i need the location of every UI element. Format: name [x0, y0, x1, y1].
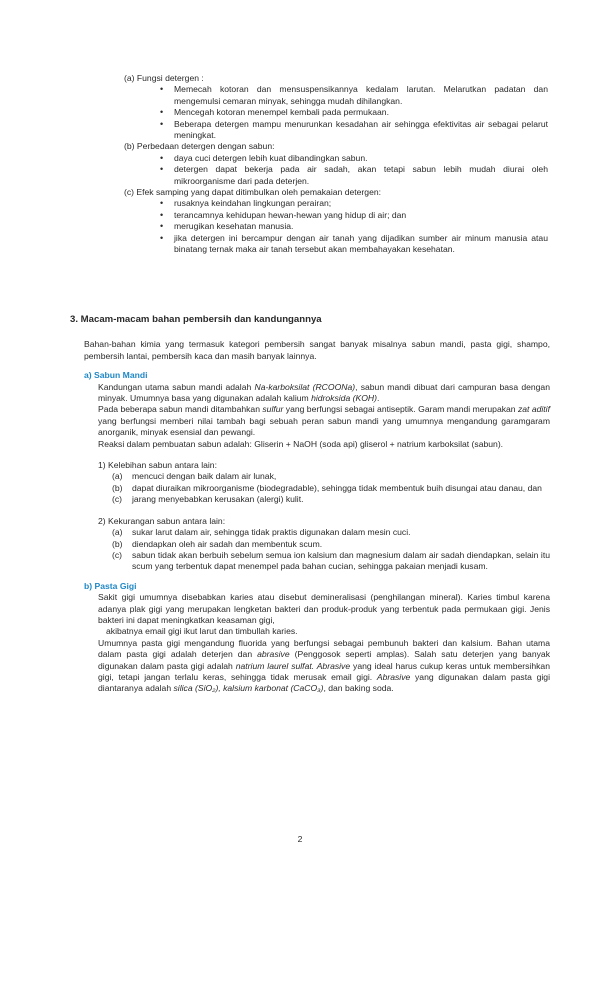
list-item: (b) dapat diuraikan mikroorganisme (biodegradable), sehingga tidak membentuk buih disungai atau danau, dan: [112, 482, 542, 493]
list-item: (a) mencuci dengan baik dalam air lunak,: [112, 471, 277, 482]
page-number: 2: [297, 834, 303, 844]
sabun-paragraph-3: Reaksi dalam pembuatan sabun adalah: Gliserin + NaOH (soda api) gliserol + natrium karboksilat (sabun).: [98, 438, 504, 449]
list-item: • jika detergen ini bercampur dengan air tanah yang dijadikan sumber air minum manusia atau binatang ternak maka air tanah tersebut akan membahayakan kesehatan.: [160, 233, 548, 256]
sabun-paragraph-2: Pada beberapa sabun mandi ditambahkan sulfur yang berfungsi sebagai antiseptik. Garam mandi merupakan zat aditif yang berfungsi memberi nilai tambah bagi sebuah peran sabun mandi yang umumnya mengandung garamgaram anorganik, minyak esensial dan pewangi.: [98, 404, 550, 438]
list-item: • Mencegah kotoran menempel kembali pada permukaan.: [160, 107, 548, 118]
fungsi-detergen-list: [124, 84, 548, 141]
perbedaan-heading: (b) Perbedaan detergen dengan sabun:: [124, 141, 275, 152]
pasta-paragraph-1: Sakit gigi umumnya disebabkan karies atau disebut demineralisasi (penghilangan mineral). Karies timbul karena adanya plak gigi yang merupakan lengketan bakteri dan produk-produk yang terbentuk pada permukaan gigi. Jenis bakteri ini dapat meningkatkan keasaman gigi,: [98, 592, 550, 625]
perbedaan-list: [124, 153, 548, 187]
detergen-section: [124, 73, 548, 256]
fungsi-detergen-heading: (a) Fungsi detergen :: [124, 73, 204, 83]
kelebihan-heading: 1) Kelebihan sabun antara lain:: [98, 460, 217, 471]
list-item: • terancamnya kehidupan hewan-hewan yang hidup di air; dan: [160, 210, 548, 221]
list-item: • detergen dapat bekerja pada air sadah, akan tetapi sabun lebih mudah diurai oleh mikroorganisme dari pada deterjen.: [160, 164, 548, 187]
list-item: (c) jarang menyebabkan kerusakan (alergi) kulit.: [112, 494, 304, 505]
list-item: • rusaknya keindahan lingkungan perairan;: [160, 198, 548, 209]
list-item: • daya cuci detergen lebih kuat dibandingkan sabun.: [160, 153, 548, 164]
efek-samping-heading: (c) Efek samping yang dapat ditimbulkan oleh pemakaian detergen:: [124, 187, 382, 198]
list-item: (a) sukar larut dalam air, sehingga tidak praktis digunakan dalam mesin cuci.: [112, 527, 411, 538]
subsection-title-pasta-gigi: b) Pasta Gigi: [84, 580, 137, 591]
list-item: (b) diendapkan oleh air sadah dan membentuk scum.: [112, 538, 323, 549]
section-title: 3. Macam-macam bahan pembersih dan kandungannya: [70, 314, 322, 325]
list-item: • merugikan kesehatan manusia.: [160, 221, 548, 232]
sabun-paragraph-1: Kandungan utama sabun mandi adalah Na-karboksilat (RCOONa), sabun mandi dibuat dari campuran basa dengan minyak. Umumnya basa yang digunakan adalah kalium hidroksida (KOH).: [98, 381, 550, 404]
subsection-title-sabun: a) Sabun Mandi: [84, 370, 148, 381]
list-item: • Memecah kotoran dan mensuspensikannya kedalam larutan. Melarutkan padatan dan mengemulsi cemaran minyak, sehingga mudah dihilangkan.: [160, 84, 548, 107]
pasta-paragraph-1-cont: akibatnya email gigi ikut larut dan timbullah karies.: [106, 626, 298, 637]
section-3: [70, 314, 550, 695]
list-item: • Beberapa detergen mampu menurunkan kesadahan air sehingga efektivitas air sebagai pelarut meningkat.: [160, 119, 548, 142]
kekurangan-heading: 2) Kekurangan sabun antara lain:: [98, 515, 226, 526]
pasta-paragraph-2: Umumnya pasta gigi mengandung fluorida yang berfungsi sebagai pembunuh bakteri dan kalsium. Bahan utama dalam pasta gigi adalah deterjen dan abrasive (Penggosok seperti amplas). Salah satu deterjen yang banyak digunakan dalam pasta gigi adalah natrium laurel sulfat. Abrasive yang ideal harus cukup keras untuk membersihkan gigi, tetapi jangan terlalu keras, sehingga tidak merusak email gigi. Abrasive yang digunakan dalam pasta gigi diantaranya adalah silica (SiO₂), kalsium karbonat (CaCO₃), dan baking soda.: [98, 637, 550, 694]
efek-samping-list: [124, 198, 548, 255]
list-item: (c) sabun tidak akan berbuih sebelum semua ion kalsium dan magnesium dalam air sadah diendapkan, selain itu scum yang terbentuk dapat menempel pada bahan cucian, sehingga pakaian menjadi kusam.: [112, 549, 550, 572]
section-intro: Bahan-bahan kimia yang termasuk kategori pembersih sangat banyak misalnya sabun mandi, pasta gigi, shampo, pembersih lantai, pembersih kaca dan masih banyak lainnya.: [84, 339, 550, 361]
